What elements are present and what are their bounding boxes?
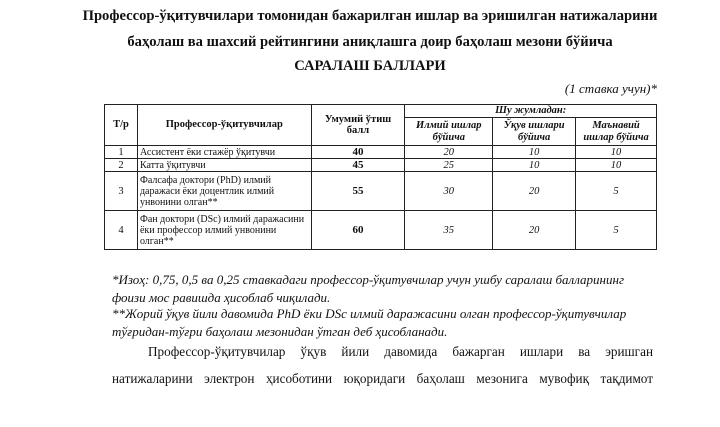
row-no: 3	[105, 172, 138, 211]
row-edu: 10	[493, 159, 576, 172]
row-total: 55	[311, 172, 405, 211]
row-no: 1	[105, 146, 138, 159]
row-sci: 30	[405, 172, 493, 211]
header-row	[105, 105, 657, 118]
header-total: Умумий ўтиш балл	[311, 105, 405, 146]
row-name: Ассистент ёки стажёр ўқитувчи	[137, 146, 311, 159]
table-row	[105, 172, 657, 211]
row-spir: 10	[576, 159, 657, 172]
header-group: Шу жумладан:	[405, 105, 657, 118]
body-paragraph-line: Профессор-ўқитувчилар ўқув йили давомида бажарган ишлари ва эришган	[148, 344, 653, 359]
row-spir: 10	[576, 146, 657, 159]
row-total: 45	[311, 159, 405, 172]
row-name: Фалсафа доктори (PhD) илмий даражаси ёки доцентлик илмий унвонини олган**	[137, 172, 311, 211]
row-sci: 20	[405, 146, 493, 159]
row-total: 40	[311, 146, 405, 159]
row-edu: 20	[493, 172, 576, 211]
row-no: 2	[105, 159, 138, 172]
stavka-note: (1 ставка учун)*	[564, 81, 657, 96]
row-sci: 35	[405, 211, 493, 250]
footnote-line: **Жорий ўқув йили давомида PhD ёки DSc илмий даражасини олган профессор-ўқитувчилар	[112, 306, 627, 321]
header-edu: Ўқув ишлари бўйича	[493, 118, 576, 146]
header-sci: Илмий ишлар бўйича	[405, 118, 493, 146]
row-no: 4	[105, 211, 138, 250]
body-paragraph-line: натижаларини электрон ҳисоботини юқоридаги баҳолаш мезонига мувофиқ тақдимот	[112, 371, 653, 386]
row-edu: 10	[493, 146, 576, 159]
heading-line-2: баҳолаш ва шахсий рейтингини аниқлашга доир баҳолаш мезони бўйича	[127, 34, 613, 50]
score-table	[104, 104, 657, 250]
footnote-line: фоизи мос равишда ҳисоблаб чиқилади.	[112, 290, 331, 305]
footnote-line: тўғридан-тўғри баҳолаш мезонидан ўтган деб ҳисобланади.	[112, 324, 448, 339]
header-spir: Маънавий ишлар бўйича	[576, 118, 657, 146]
row-total: 60	[311, 211, 405, 250]
heading-title: САРАЛАШ БАЛЛАРИ	[294, 58, 446, 74]
row-sci: 25	[405, 159, 493, 172]
table-row	[105, 211, 657, 250]
table-row	[105, 146, 657, 159]
heading-line-1: Профессор-ўқитувчилари томонидан бажарилган ишлар ва эришилган натижаларини	[82, 8, 658, 24]
row-name: Фан доктори (DSc) илмий даражасини ёки профессор илмий унвонини олган**	[137, 211, 311, 250]
row-spir: 5	[576, 172, 657, 211]
footnote-line: *Изоҳ: 0,75, 0,5 ва 0,25 ставкадаги профессор-ўқитувчилар учун ушбу саралаш балларининг	[112, 272, 625, 287]
row-name: Катта ўқитувчи	[137, 159, 311, 172]
table-row	[105, 159, 657, 172]
row-edu: 20	[493, 211, 576, 250]
header-teacher: Профессор-ўқитувчилар	[137, 105, 311, 146]
header-no: Т/р	[105, 105, 138, 146]
row-spir: 5	[576, 211, 657, 250]
